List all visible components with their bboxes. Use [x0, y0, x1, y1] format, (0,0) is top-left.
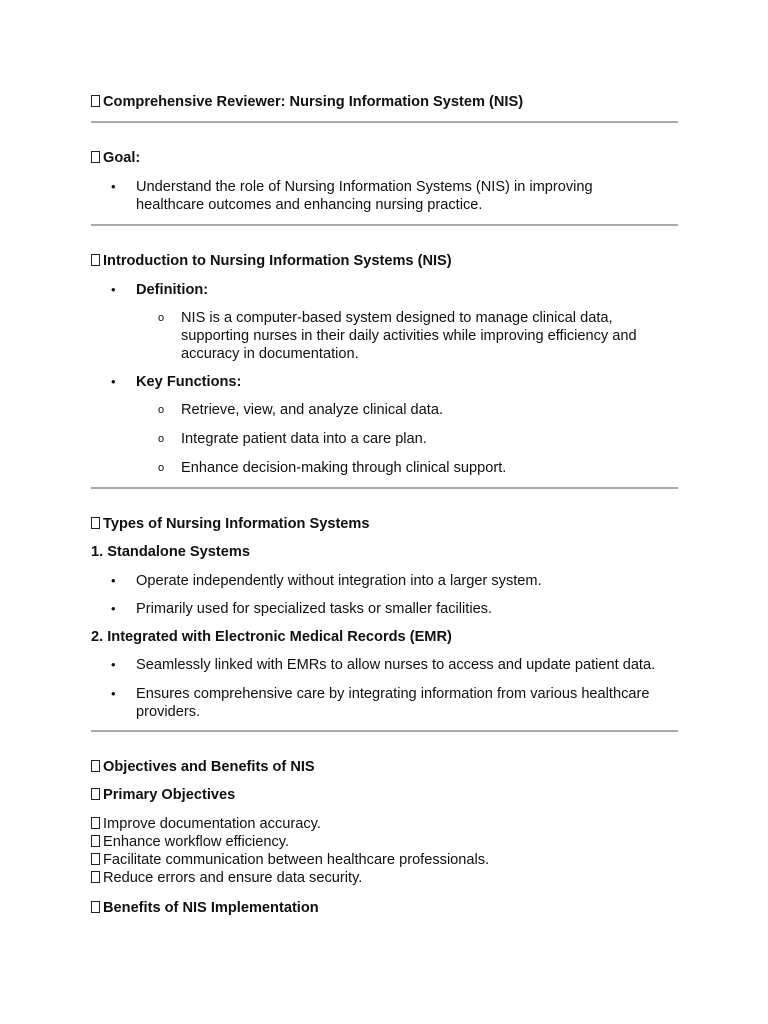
key-functions-label: Key Functions: — [136, 374, 242, 390]
checkmark-icon — [91, 817, 100, 829]
bullet-icon: • — [111, 686, 116, 701]
bullet-icon: • — [111, 179, 116, 194]
standalone-heading: 1. Standalone Systems — [91, 544, 250, 560]
checkmark-icon — [91, 871, 100, 883]
bullet-icon: • — [111, 601, 116, 616]
emoji-placeholder-icon — [91, 901, 100, 913]
key-function-item: Integrate patient data into a care plan. — [181, 431, 427, 447]
divider — [91, 730, 678, 732]
divider — [91, 224, 678, 226]
emoji-placeholder-icon — [91, 517, 100, 529]
emoji-placeholder-icon — [91, 151, 100, 163]
emoji-placeholder-icon — [91, 95, 100, 107]
integrated-heading: 2. Integrated with Electronic Medical Records (EMR) — [91, 629, 452, 645]
list-item: Enhance workflow efficiency. — [91, 833, 489, 851]
definition-text: NIS is a computer-based system designed to manage clinical data, supporting nurses in their daily activities while improving efficiency and accuracy in documentation. — [181, 310, 637, 362]
benefits-heading: Benefits of NIS Implementation — [91, 899, 319, 917]
sub-bullet-icon: o — [158, 433, 165, 445]
page-title — [91, 93, 523, 111]
emoji-placeholder-icon — [91, 760, 100, 772]
checkmark-icon — [91, 853, 100, 865]
sub-bullet-icon: o — [158, 312, 165, 324]
list-item: Reduce errors and ensure data security. — [91, 869, 489, 887]
bullet-icon: • — [111, 573, 116, 588]
divider — [91, 121, 678, 123]
bullet-icon: • — [111, 374, 116, 389]
key-function-item: Retrieve, view, and analyze clinical data. — [181, 402, 444, 418]
sub-bullet-icon: o — [158, 404, 165, 416]
intro-heading: Introduction to Nursing Information Systems (NIS) — [91, 252, 452, 270]
divider — [91, 487, 678, 489]
page-title-text: Comprehensive Reviewer: Nursing Information System (NIS) — [103, 94, 524, 110]
goal-item: Understand the role of Nursing Information Systems (NIS) in improving healthcare outcomes and enhancing nursing practice. — [136, 179, 593, 213]
types-heading: Types of Nursing Information Systems — [91, 515, 370, 533]
bullet-icon: • — [111, 282, 116, 297]
bullet-icon: • — [111, 657, 116, 672]
list-item: Primarily used for specialized tasks or smaller facilities. — [136, 601, 493, 617]
sub-bullet-icon: o — [158, 462, 165, 474]
list-item: Facilitate communication between healthcare professionals. — [91, 851, 489, 869]
list-item: Operate independently without integration into a larger system. — [136, 573, 542, 589]
objectives-heading: Objectives and Benefits of NIS — [91, 758, 315, 776]
emoji-placeholder-icon — [91, 788, 100, 800]
goal-heading: Goal: — [91, 149, 140, 167]
checkmark-icon — [91, 835, 100, 847]
key-function-item: Enhance decision-making through clinical support. — [181, 460, 507, 476]
list-item: Ensures comprehensive care by integrating information from various healthcare providers. — [136, 686, 650, 720]
list-item: Improve documentation accuracy. — [91, 815, 489, 833]
definition-label: Definition: — [136, 282, 209, 298]
primary-objectives-heading: Primary Objectives — [91, 786, 235, 804]
primary-objectives-list — [91, 815, 489, 887]
emoji-placeholder-icon — [91, 254, 100, 266]
list-item: Seamlessly linked with EMRs to allow nurses to access and update patient data. — [136, 657, 656, 673]
